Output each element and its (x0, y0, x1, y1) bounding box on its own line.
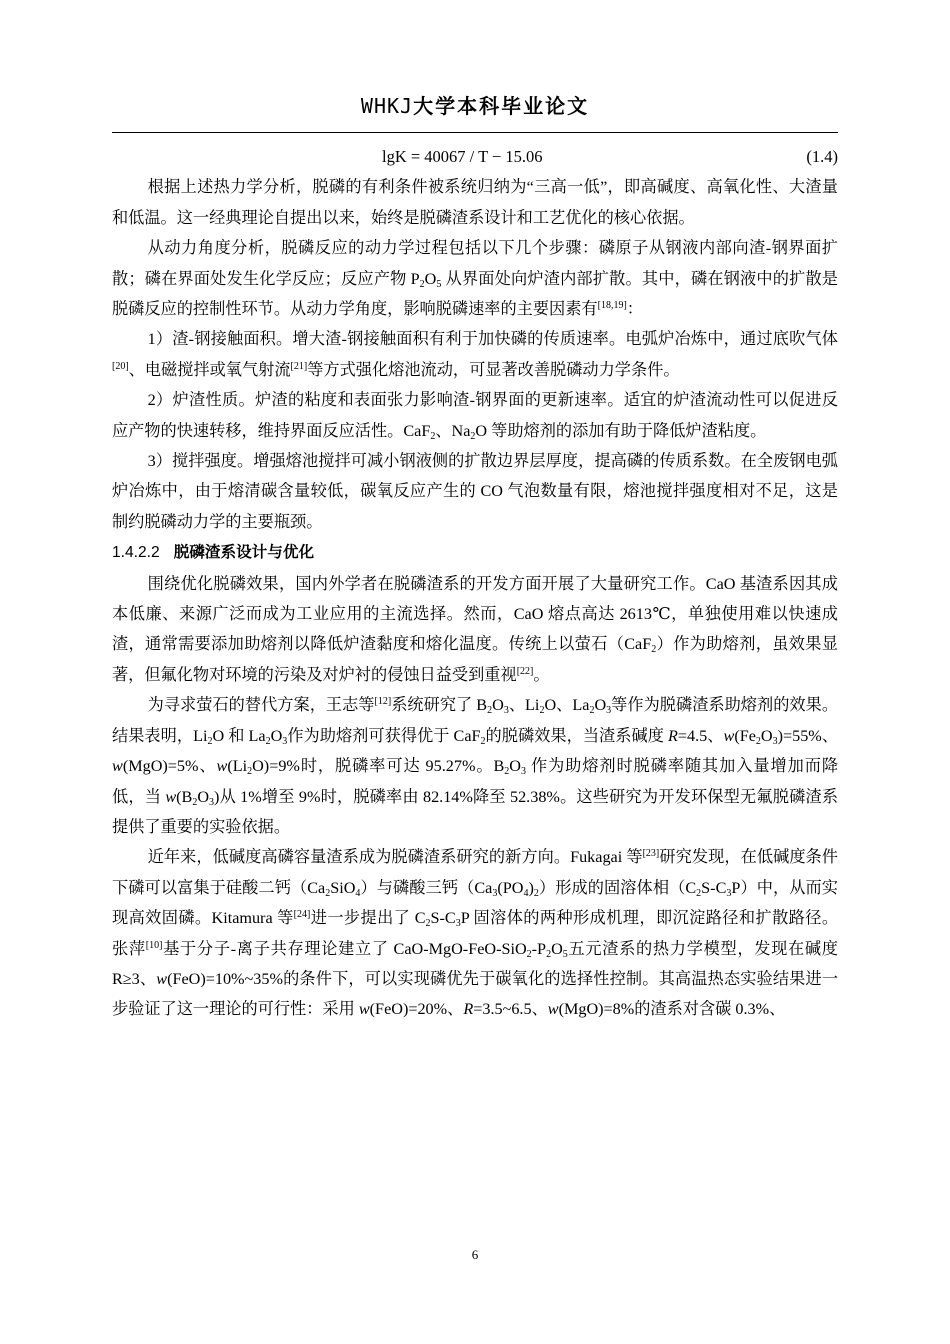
subsection-heading (112, 537, 838, 568)
citation: [18,19] (597, 300, 627, 312)
citation: [24] (293, 909, 311, 921)
equation-1-4 (112, 142, 838, 172)
list-item-1: 1）渣-钢接触面积。增大渣-钢接触面积有利于加快磷的传质速率。电弧炉冶炼中，通过底吹气体[20]、电磁搅拌或氧气射流[21]等方式强化熔池流动，可显著改善脱磷动力学条件。 (112, 330, 838, 379)
header-rule (112, 132, 838, 133)
equation-number: (1.4) (806, 147, 838, 166)
paragraph-4: 为寻求萤石的替代方案，王志等[12]系统研究了 $B_2O_3$、$Li_2O$、$La_2O_3$等作为脱磷渣系助熔剂的效果。结果表明，$Li_2O$ 和 $La_2O_3$作为助熔剂可获得优于 CaF$_2$的脱磷效果，当渣系碱度 R=4.5、$w(Fe_2O_3)=55\%$、w(MgO)=5%、$w(Li_2O)=9\%$时，脱磷率可达 95.27%。$B_2O_3$ 作为助熔剂时脱磷率随其加入量增加而降低，当 $w(B_2O_3)$从 1%增至 9%时，脱磷率由 82.14%降至 52.38%。这些研究为开发环保型无氟脱磷渣系提供了重要的实验依据。 (112, 696, 839, 836)
paragraph-5: 近年来，低碱度高磷容量渣系成为脱磷渣系研究的新方向。Fukagai 等[23]研究发现，在低碱度条件下磷可以富集于硅酸二钙$(Ca_2SiO_4)$与磷酸三钙$(Ca_3(PO_4)_2)$形成的固溶体相$(C_2S-C_3P)$中，从而实现高效固磷。Kitamura 等[24]进一步提出了 $C_2S-C_3P$ 固溶体的两种形成机理，即沉淀路径和扩散路径。张萍[10]基于分子-离子共存理论建立了 CaO-$MgO-FeO-SiO_2-P_2O_5$五元渣系的热力学模型，发现在碱度 R≥3、w(FeO)=10%~35%的条件下，可以实现磷优先于碳氧化的选择性控制。其高温热态实验结果进一步验证了这一理论的可行性：采用 w(FeO)=20%、R=3.5~6.5、w(MgO)=8%的渣系对含碳 0.3%、 (112, 848, 839, 1019)
list-item-3: 3）搅拌强度。增强熔池搅拌可减小钢液侧的扩散边界层厚度，提高磷的传质系数。在全废钢电弧炉冶炼中，由于熔清碳含量较低，碳氧反应产生的 CO 气泡数量有限，熔池搅拌强度相对不足，这是制约脱磷动力学的主要瓶颈。 (112, 452, 838, 531)
subsection-title: 脱磷渣系设计与优化 (173, 543, 315, 562)
list-item-2: 2）炉渣性质。炉渣的粘度和表面张力影响渣-钢界面的更新速率。适宜的炉渣流动性可以促进反应产物的快速转移，维持界面反应活性。CaF$_2$、$Na_2O$ 等助熔剂的添加有助于降低炉渣粘度。 (112, 391, 838, 442)
citation: [23] (642, 848, 660, 860)
subsection-number: 1.4.2.2 (112, 544, 160, 562)
header-latin: WHKJ (360, 94, 414, 118)
page-number: 6 (471, 1247, 479, 1262)
citation: [21] (290, 360, 308, 372)
header-title: 大学本科毕业论文 (413, 94, 590, 118)
paragraph-1: 根据上述热力学分析，脱磷的有利条件被系统归纳为“三高一低”，即高碱度、高氧化性、大渣量和低温。这一经典理论自提出以来，始终是脱磷渣系设计和工艺优化的核心依据。 (112, 178, 838, 227)
equation-formula: lgK = 40067 / T − 15.06 (382, 147, 543, 166)
paragraph-2: 从动力角度分析，脱磷反应的动力学过程包括以下几个步骤：磷原子从钢液内部向渣-钢界面扩散；磷在界面处发生化学反应；反应产物 $P_2O_5$ 从界面处向炉渣内部扩散。其中，磷在钢液中的扩散是脱磷反应的控制性环节。从动力学角度，影响脱磷速率的主要因素有[18,19]： (112, 239, 838, 319)
citation: [20] (112, 360, 129, 372)
page-header (112, 92, 838, 128)
citation: [12] (374, 696, 392, 708)
citation: [22] (516, 665, 534, 677)
paragraph-3: 围绕优化脱磷效果，国内外学者在脱磷渣系的开发方面开展了大量研究工作。CaO 基渣系因其成本低廉、来源广泛而成为工业应用的主流选择。然而，CaO 熔点高达 2613℃，单独使用难以快速成渣，通常需要添加助熔剂以降低炉渣黏度和熔化温度。传统上以萤石（CaF$_2$）作为助熔剂，虽效果显著，但氟化物对环境的污染及对炉衬的侵蚀日益受到重视[22]。 (112, 574, 838, 684)
citation: [10] (145, 939, 163, 951)
page-body (112, 142, 838, 1025)
